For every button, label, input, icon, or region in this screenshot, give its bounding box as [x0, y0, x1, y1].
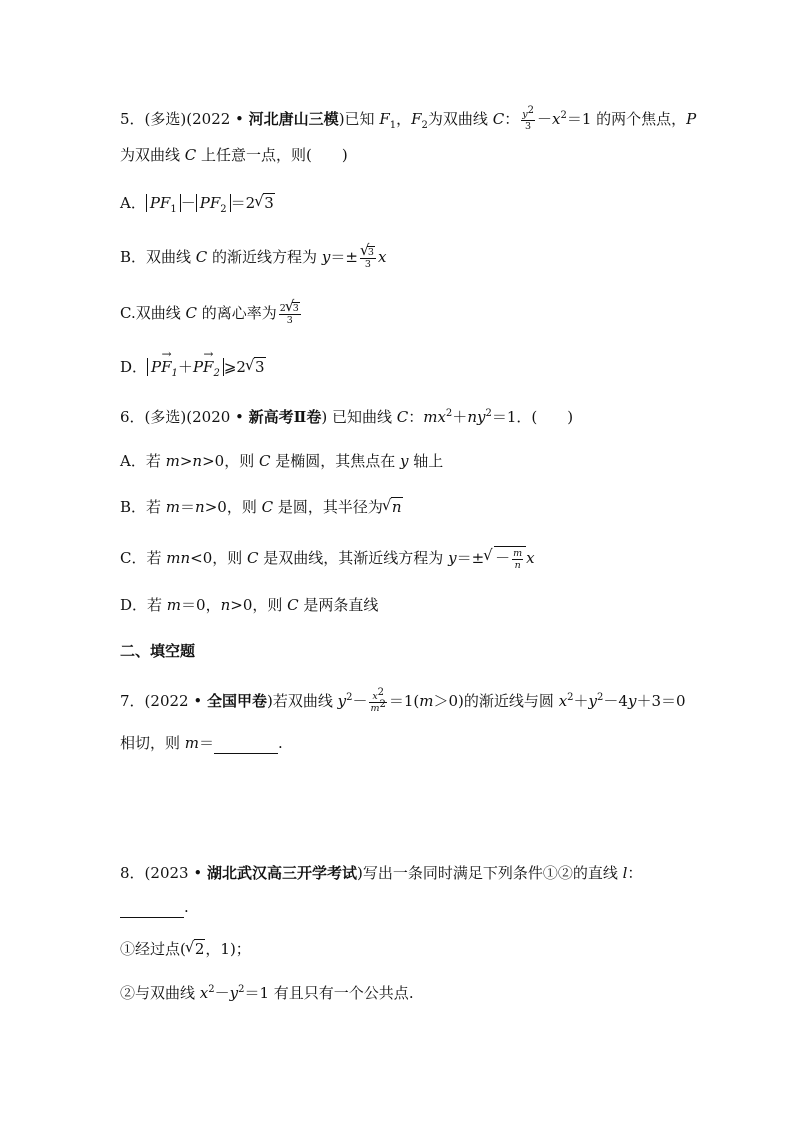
q5-option-d[interactable]: D． $PF_1 \to+PF_2$ → ⩾2√ 3	[120, 356, 266, 378]
q5-line2: 为双曲线 C 上任意一点，则( )	[120, 146, 348, 164]
q8-condition-2: ②与双曲线 $x^2-y^2=1$ 有且只有一个公共点.	[120, 984, 414, 1002]
q8-line2: .	[120, 896, 189, 918]
q6-line1: 6．(多选)(2020 • 新高考Ⅱ卷) 已知曲线 C：$mx^2+ny^2=1$．( )	[120, 408, 574, 426]
q7-number: 7．	[120, 692, 145, 710]
sqrt-symbol: √ 3	[361, 247, 375, 258]
q8-line1: 8．(2023 • 湖北武汉高三开学考试)写出一条同时满足下列条件①②的直线 l：	[120, 864, 643, 882]
q6-option-a[interactable]: A．若 m>n>0，则 C 是椭圆，其焦点在 y 轴上	[120, 452, 444, 470]
q7-line1: 7．(2022 • 全国甲卷)若双曲线 $y^2-$ $\frac{x^2}{m^2}$ ＝1(m＞0)的渐近线与圆 $x^2+y^2-4y+3=0$	[120, 686, 686, 714]
sqrt-symbol: √ － $\frac{m}{n}$	[484, 546, 526, 571]
q6-option-d[interactable]: D．若 m＝0，n>0，则 C 是两条直线	[120, 596, 379, 614]
q5-fraction-y2-over-3: $\frac{y^2}{3}$	[522, 104, 534, 132]
q6-source: 新高考Ⅱ卷	[248, 408, 322, 426]
sqrt-symbol: √ 3	[255, 192, 275, 214]
q8-condition-1: ①经过点(√ 2，1)；	[120, 938, 251, 960]
q8-source: 湖北武汉高三开学考试	[206, 864, 357, 882]
q5-number: 5．	[120, 110, 145, 128]
q6-option-b[interactable]: B．若 m＝n>0，则 C 是圆，其半径为√ n	[120, 496, 403, 518]
q7-answer-blank[interactable]	[214, 737, 278, 754]
q6-number: 6．	[120, 408, 145, 426]
sqrt-symbol: √ 3	[286, 303, 300, 314]
q5-option-c[interactable]: C.双曲线 C 的离心率为 $\frac{2√ 3}{3}$	[120, 302, 303, 326]
sqrt-symbol: √ n	[383, 496, 403, 518]
q8-number: 8．	[120, 864, 145, 882]
sqrt-symbol: √ 3	[246, 356, 266, 378]
q8-answer-blank[interactable]	[120, 901, 184, 918]
q5-option-a[interactable]: A． $PF_1 - PF_2 =2√$ 3	[120, 192, 275, 214]
q7-source: 全国甲卷	[206, 692, 267, 710]
q6-option-c[interactable]: C．若 mn<0，则 C 是双曲线，其渐近线方程为 y＝±√ － $\frac{m}{n}$ x	[120, 546, 535, 571]
q5-source: 河北唐山三模	[248, 110, 339, 128]
q7-line2: 相切，则 m＝ .	[120, 734, 283, 752]
section-title: 二、填空题	[120, 642, 196, 660]
sqrt-symbol: √ 2	[186, 938, 206, 960]
q5-option-b[interactable]: B．双曲线 C 的渐近线方程为 y＝± √ $\frac{3}{3}$ x	[120, 246, 386, 270]
q5-line1: 5．(多选)(2022 • 河北唐山三模)已知 $F_1$，$F_2$为双曲线 C： $\frac{y^2}{3}$ $-x^2=1$ 的两个焦点，P	[120, 104, 697, 132]
